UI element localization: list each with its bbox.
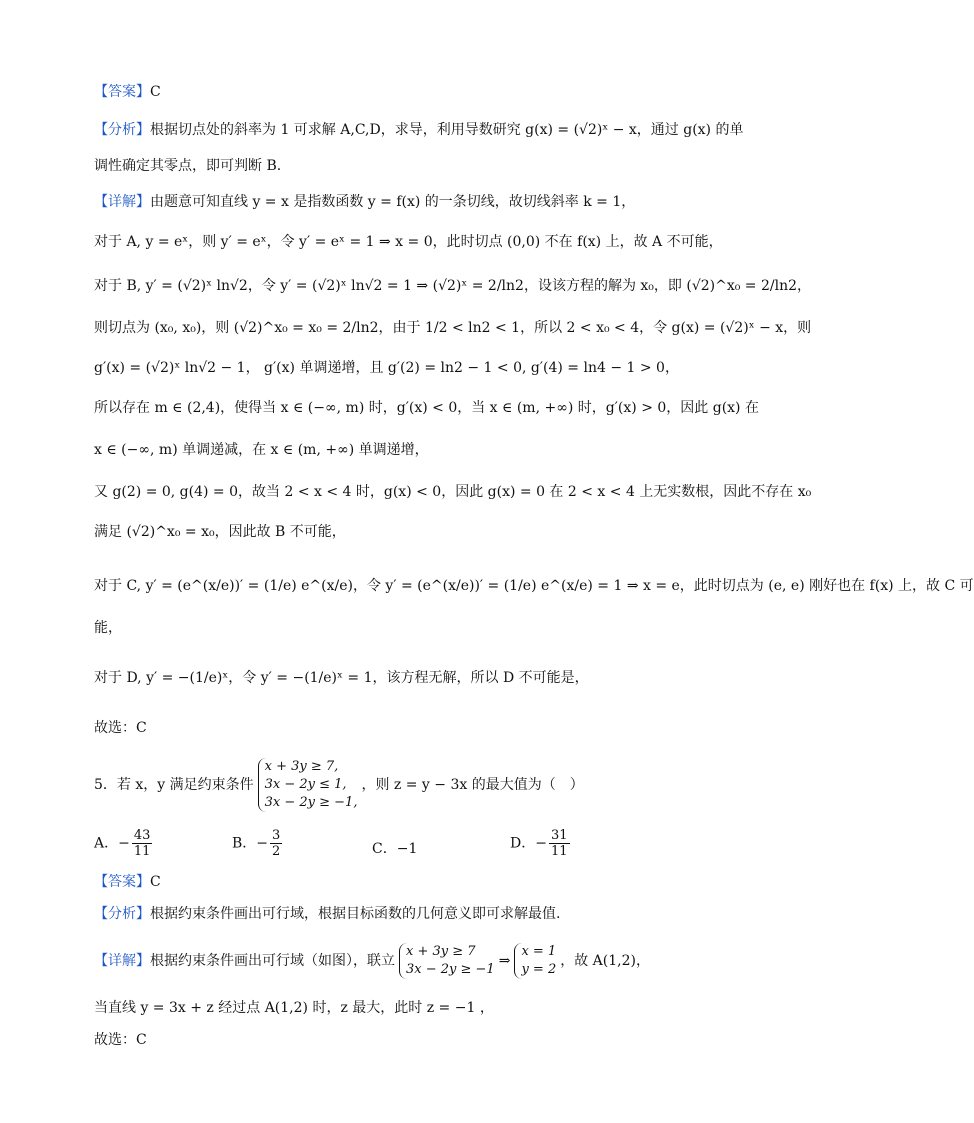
q5-solve-system: [399, 943, 495, 979]
constraint-1: x + 3y ≥ 7,: [264, 759, 339, 774]
option-a-letter: A．−: [94, 835, 130, 852]
q5-analysis-text: 根据约束条件画出可行域，根据目标函数的几何意义即可求解最值.: [150, 906, 561, 922]
q5-answer-line: [94, 872, 161, 892]
q5-detail-suffix: ，故 A(1,2)，: [560, 953, 650, 969]
q4-detail-line-8: 又 g(2) = 0, g(4) = 0，故当 2 < x < 4 时，g(x) < 0，因此 g(x) = 0 在 2 < x < 4 上无实数根，因此不存在 x₀: [94, 484, 812, 500]
solve-eq-2: 3x − 2y ≥ −1: [406, 962, 495, 977]
q5-stem-prefix: 5．若 x，y 满足约束条件: [94, 777, 254, 793]
q4-detail-line-12: 对于 D, y′ = −(1/e)ˣ，令 y′ = −(1/e)ˣ = 1，该方程无解，所以 D 不可能是，: [94, 670, 589, 686]
detail-tag: 【详解】: [94, 194, 150, 210]
q4-detail-line-7: x ∈ (−∞, m) 单调递减，在 x ∈ (m, +∞) 单调递增，: [94, 442, 429, 458]
q4-detail-line-6: 所以存在 m ∈ (2,4)，使得当 x ∈ (−∞, m) 时，g′(x) < 0，当 x ∈ (m, +∞) 时，g′(x) > 0，因此 g(x) 在: [94, 400, 759, 416]
q5-detail-line-1: [94, 938, 650, 984]
q4-detail-line-10: 对于 C, y′ = (e^(x/e))′ = (1/e) e^(x/e)，令 y′ = (e^(x/e))′ = (1/e) e^(x/e) = 1 ⇒ x = e，此时切点为 (e, e) 刚好也在 f(x) 上，故 C 可: [94, 578, 974, 594]
q4-analysis-line-1: [94, 120, 743, 140]
implies-arrow: ⇒: [498, 953, 511, 969]
q5-constraint-system: [258, 758, 358, 812]
solution-y: y = 2: [521, 962, 557, 977]
option-b-den: 2: [272, 844, 281, 859]
q5-answer-value: C: [150, 874, 161, 890]
constraint-3: 3x − 2y ≥ −1,: [264, 795, 358, 810]
q4-detail-line-11: 能，: [94, 620, 122, 636]
solve-eq-1: x + 3y ≥ 7: [406, 944, 476, 959]
q5-detail-tag: 【详解】: [94, 953, 150, 969]
answer-value: C: [150, 84, 161, 100]
analysis-tag: 【分析】: [94, 122, 150, 138]
q5-stem-suffix: ，则 z = y − 3x 的最大值为（ ）: [361, 777, 584, 793]
option-b: [232, 828, 284, 859]
option-b-num: 3: [272, 828, 281, 843]
q4-conclusion: 故选：C: [94, 720, 147, 736]
q5-conclusion: 故选：C: [94, 1032, 147, 1048]
answer-tag: 【答案】: [94, 84, 150, 100]
q4-detail-line-2: 对于 A, y = eˣ，则 y′ = eˣ，令 y′ = eˣ = 1 ⇒ x = 0，此时切点 (0,0) 不在 f(x) 上，故 A 不可能，: [94, 234, 723, 250]
q5-answer-tag: 【答案】: [94, 874, 150, 890]
option-a-num: 43: [133, 828, 151, 843]
option-d-fraction: [549, 828, 570, 859]
constraint-2: 3x − 2y ≤ 1,: [264, 777, 347, 792]
q5-detail-prefix: 根据约束条件画出可行域（如图），联立: [150, 953, 395, 969]
option-a-den: 11: [133, 844, 151, 859]
q4-detail-line-9: 满足 (√2)^x₀ = x₀，因此故 B 不可能，: [94, 524, 346, 540]
solution-x: x = 1: [521, 944, 557, 959]
option-a-fraction: [132, 828, 153, 859]
q5-analysis-line: [94, 904, 560, 924]
q4-detail-line-4: 则切点为 (x₀, x₀)，则 (√2)^x₀ = x₀ = 2/ln2，由于 1/2 < ln2 < 1，所以 2 < x₀ < 4，令 g(x) = (√2)ˣ − x，则: [94, 320, 812, 336]
option-c: [372, 838, 417, 858]
q4-detail-line-1: [94, 192, 635, 212]
q5-solution-system: [514, 943, 556, 979]
option-d-den: 11: [550, 844, 568, 859]
q5-analysis-tag: 【分析】: [94, 906, 150, 922]
analysis-text-1: 根据切点处的斜率为 1 可求解 A,C,D，求导，利用导数研究 g(x) = (√2)ˣ − x，通过 g(x) 的单: [150, 122, 744, 138]
q5-stem: [94, 758, 584, 812]
q4-detail-line-3: 对于 B, y′ = (√2)ˣ ln√2，令 y′ = (√2)ˣ ln√2 = 1 ⇒ (√2)ˣ = 2/ln2，设该方程的解为 x₀，即 (√2)^x₀ = 2/ln2，: [94, 278, 812, 294]
q4-answer-line: [94, 82, 161, 102]
option-b-fraction: [270, 828, 282, 859]
option-d-num: 31: [550, 828, 568, 843]
q4-analysis-line-2: 调性确定其零点，即可判断 B.: [94, 158, 282, 174]
q5-detail-line-2: 当直线 y = 3x + z 经过点 A(1,2) 时，z 最大，此时 z = −1 ，: [94, 1000, 494, 1016]
option-a: [94, 828, 154, 859]
option-d-letter: D．−: [510, 835, 547, 852]
q4-detail-line-5: g′(x) = (√2)ˣ ln√2 − 1， g′(x) 单调递增，且 g′(2) = ln2 − 1 < 0, g′(4) = ln4 − 1 > 0，: [94, 360, 679, 376]
option-b-letter: B．−: [232, 835, 269, 852]
detail-text-1: 由题意可知直线 y = x 是指数函数 y = f(x) 的一条切线，故切线斜率 k = 1，: [150, 194, 636, 210]
option-d: [510, 828, 572, 859]
option-c-letter: C．−1: [372, 841, 418, 857]
